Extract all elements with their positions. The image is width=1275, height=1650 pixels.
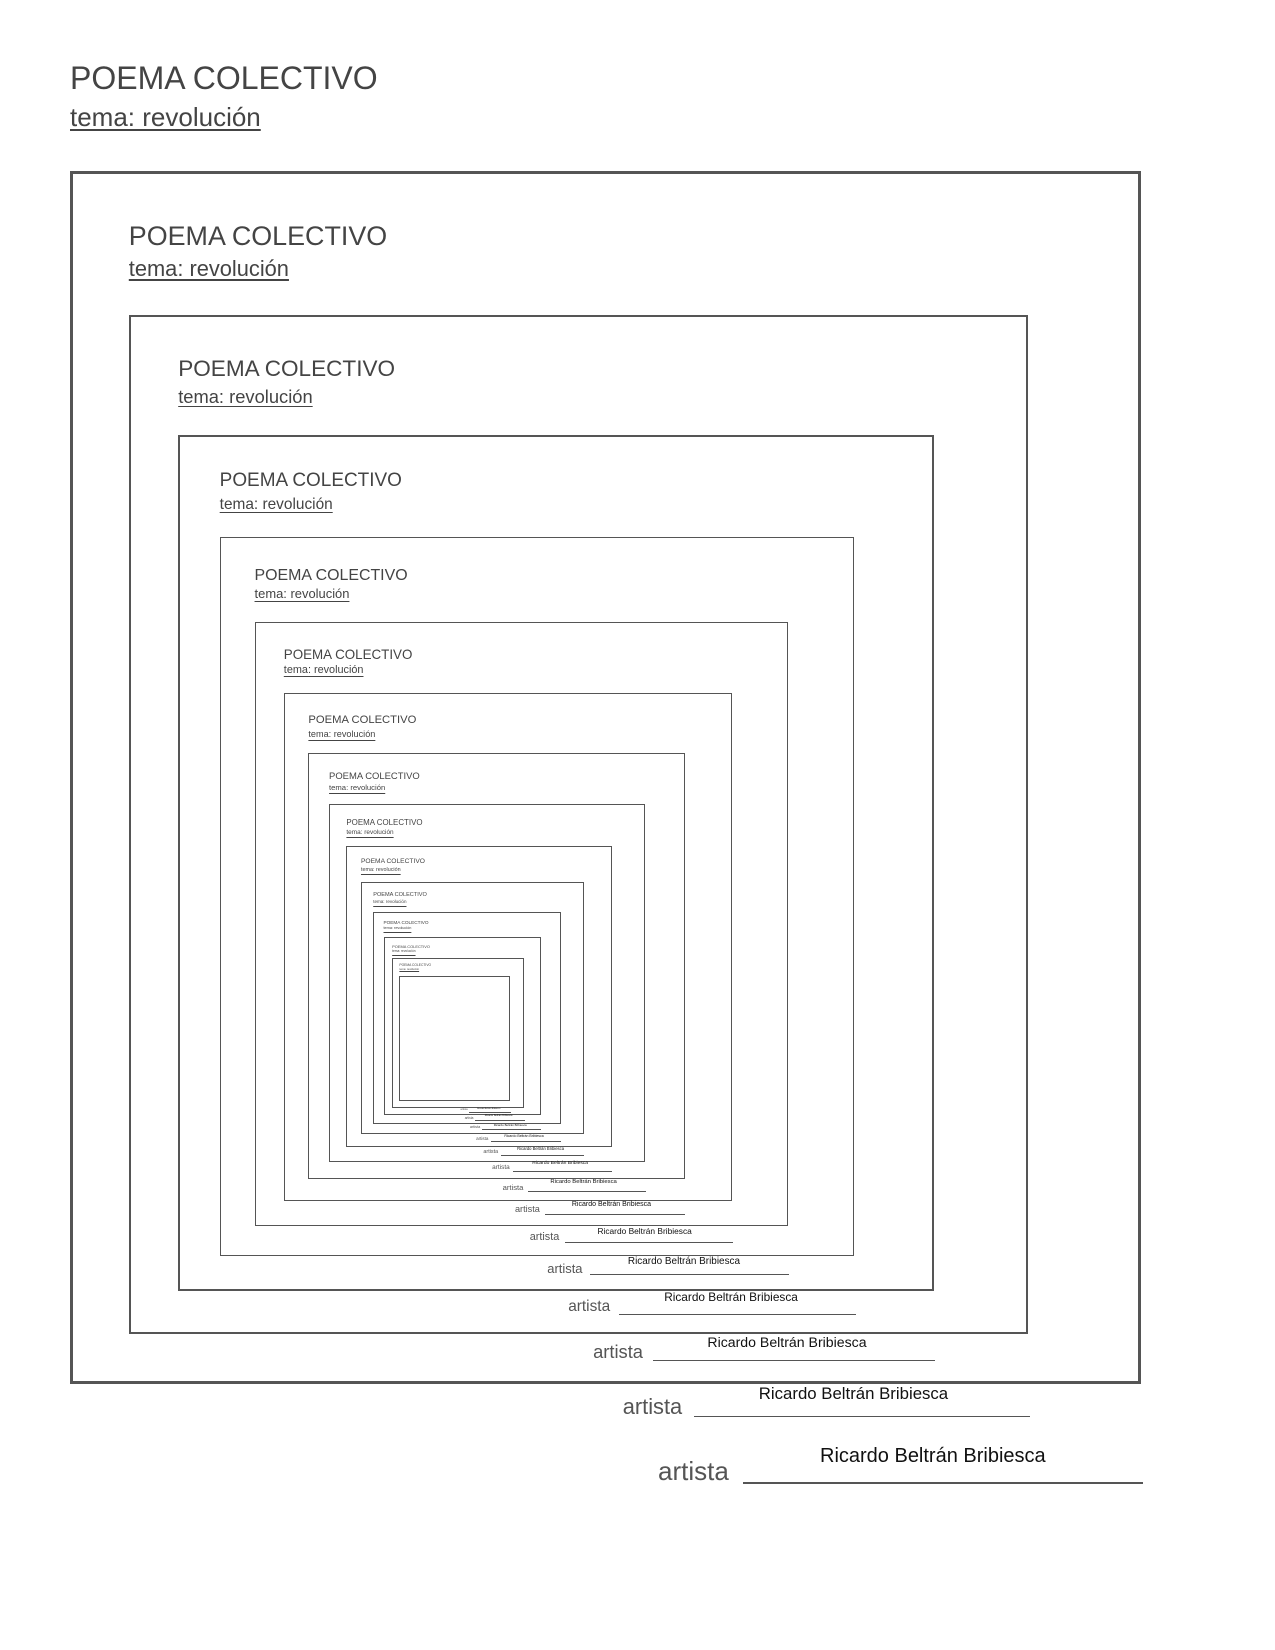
artist-label: artista <box>483 1148 499 1155</box>
signature-line <box>565 1242 732 1243</box>
poem-subtitle: tema: revolución <box>329 783 386 793</box>
artist-signature <box>460 1108 510 1112</box>
artist-label: artista <box>529 1230 560 1243</box>
poem-title: POEMA COLECTIVO <box>219 470 402 492</box>
artist-name: Ricardo Beltrán Bribiesca <box>597 1225 692 1236</box>
poem-subtitle: tema: revolución <box>373 899 407 904</box>
artist-name: Ricardo Beltrán Bribiesca <box>532 1161 589 1167</box>
artist-label: artista <box>547 1260 583 1276</box>
poem-title: POEMA COLECTIVO <box>399 963 432 968</box>
poem-subtitle: tema: revolución <box>308 728 376 739</box>
artist-signature <box>492 1162 612 1172</box>
artist-name: Ricardo Beltrán Bribiesca <box>504 1133 544 1138</box>
artist-signature <box>568 1292 855 1316</box>
poem-subtitle: tema: revolución <box>70 102 261 132</box>
signature-line <box>528 1191 646 1192</box>
poem-frame <box>399 976 510 1102</box>
artist-label: artista <box>568 1298 611 1316</box>
artist-signature <box>465 1115 525 1120</box>
signature-line <box>491 1141 561 1142</box>
poem-subtitle: tema: revolución <box>254 586 350 602</box>
artist-label: artista <box>469 1124 481 1129</box>
signature-line <box>469 1112 510 1113</box>
artist-label: artista <box>492 1164 510 1172</box>
poem-title: POEMA COLECTIVO <box>346 818 423 828</box>
poem-subtitle: tema: revolución <box>383 925 412 930</box>
poem-title: POEMA COLECTIVO <box>383 919 429 925</box>
artist-label: artista <box>476 1135 489 1141</box>
signature-line <box>501 1155 584 1156</box>
artist-signature <box>593 1335 935 1363</box>
poem-title: POEMA COLECTIVO <box>308 714 417 727</box>
artist-name: Ricardo Beltrán Bribiesca <box>820 1445 1046 1467</box>
artist-label: artista <box>464 1115 474 1120</box>
artist-label: artista <box>514 1204 540 1215</box>
artist-name: Ricardo Beltrán Bribiesca <box>550 1179 617 1186</box>
artist-name: Ricardo Beltrán Bribiesca <box>493 1123 527 1128</box>
poem-title: POEMA COLECTIVO <box>70 60 378 96</box>
signature-line <box>653 1360 935 1361</box>
poem-subtitle: tema: revolución <box>392 948 416 953</box>
artist-name: Ricardo Beltrán Bribiesca <box>707 1333 867 1350</box>
signature-line <box>743 1482 1143 1484</box>
poem-subtitle: tema: revolución <box>360 866 401 873</box>
signature-line <box>513 1171 612 1172</box>
artist-label: artista <box>622 1393 683 1419</box>
poem-title: POEMA COLECTIVO <box>329 770 420 782</box>
poem-subtitle: tema: revolución <box>219 495 333 513</box>
artist-signature <box>470 1124 541 1130</box>
artist-label: artista <box>460 1108 468 1112</box>
signature-line <box>545 1214 686 1215</box>
poem-title: POEMA COLECTIVO <box>128 221 388 252</box>
artist-signature <box>547 1257 788 1277</box>
poem-subtitle: tema: revolución <box>399 967 420 971</box>
artist-name: Ricardo Beltrán Bribiesca <box>477 1107 501 1110</box>
poem-subtitle: tema: revolución <box>346 828 394 836</box>
poem-title: POEMA COLECTIVO <box>283 646 413 662</box>
poem-title: POEMA COLECTIVO <box>373 891 427 898</box>
artist-name: Ricardo Beltrán Bribiesca <box>664 1290 798 1305</box>
artist-label: artista <box>658 1456 729 1486</box>
poem-title: POEMA COLECTIVO <box>392 943 430 949</box>
signature-line <box>590 1274 789 1275</box>
artist-signature <box>530 1227 733 1244</box>
poem-title: POEMA COLECTIVO <box>254 566 408 584</box>
artist-signature <box>622 1383 1030 1420</box>
artist-name: Ricardo Beltrán Bribiesca <box>758 1383 949 1403</box>
poem-subtitle: tema: revolución <box>128 256 289 282</box>
poem-subtitle: tema: revolución <box>283 664 364 677</box>
signature-line <box>475 1120 524 1121</box>
signature-line <box>482 1129 541 1130</box>
artist-name: Ricardo Beltrán Bribiesca <box>627 1255 741 1267</box>
poem-subtitle: tema: revolución <box>178 386 313 407</box>
artist-signature <box>476 1135 561 1142</box>
artist-name: Ricardo Beltrán Bribiesca <box>571 1201 652 1209</box>
artist-signature <box>515 1201 685 1215</box>
artist-signature <box>503 1180 646 1192</box>
artist-label: artista <box>593 1341 643 1363</box>
artist-label: artista <box>502 1182 524 1192</box>
artist-signature <box>658 1446 1143 1486</box>
signature-line <box>694 1416 1030 1417</box>
artist-name: Ricardo Beltrán Bribiesca <box>484 1114 513 1118</box>
poem-title: POEMA COLECTIVO <box>360 858 425 866</box>
artist-signature <box>483 1147 584 1155</box>
signature-line <box>619 1314 856 1315</box>
poem-title: POEMA COLECTIVO <box>178 356 396 382</box>
artist-name: Ricardo Beltrán Bribiesca <box>517 1146 565 1152</box>
